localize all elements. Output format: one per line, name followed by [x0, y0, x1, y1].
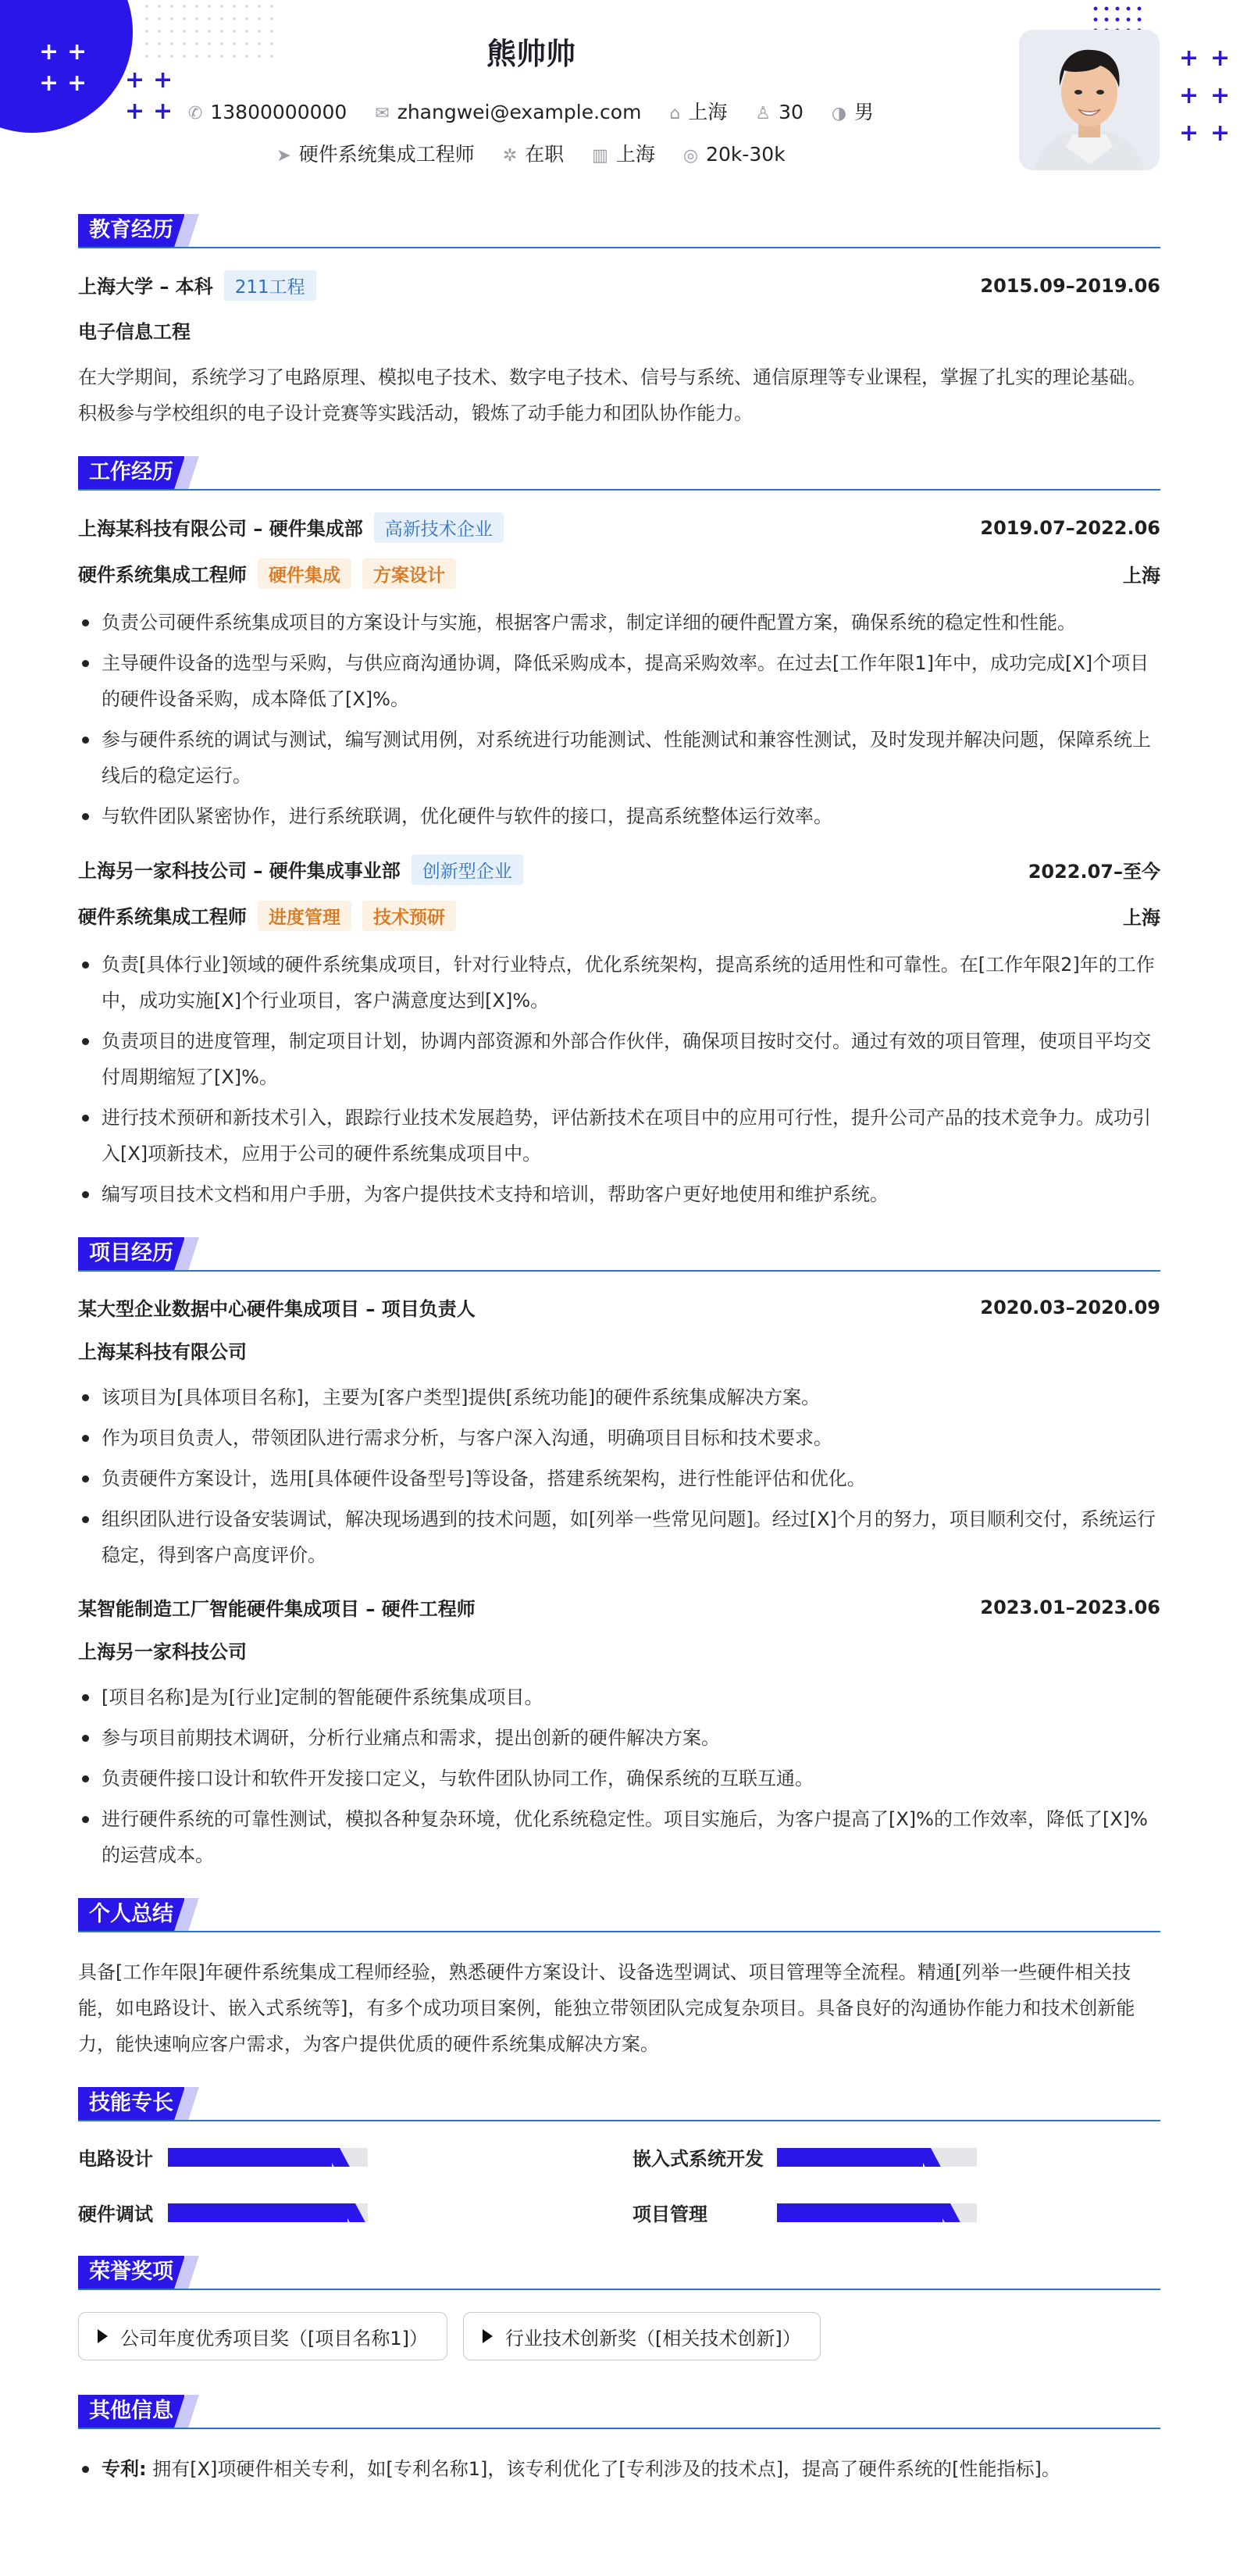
list-item: 负责项目的进度管理，制定项目计划，协调内部资源和外部合作伙伴，确保项目按时交付。通过有效的项目管理，使项目平均交付周期缩短了[X]%。	[78, 1023, 1160, 1095]
section-header	[78, 2392, 1160, 2429]
phone-icon: ✆	[187, 104, 203, 123]
plus-icon: +	[1179, 82, 1199, 109]
list-item: 主导硬件设备的选型与采购，与供应商沟通协调，降低采购成本，提高采购效率。在过去[工作年限1]年中，成功完成[X]个项目的硬件设备采购，成本降低了[X]%。	[78, 645, 1160, 717]
city-text: 上海	[688, 101, 728, 123]
section-divider	[78, 1270, 1160, 1272]
list-item: 参与硬件系统的调试与测试，编写测试用例，对系统进行功能测试、性能测试和兼容性测试，及时发现并解决问题，保障系统上线后的稳定运行。	[78, 722, 1160, 794]
home-icon: ⌂	[669, 104, 681, 123]
avatar	[1019, 30, 1160, 170]
section-divider	[78, 247, 1160, 248]
skill-bar	[777, 2203, 977, 2222]
gender-item	[832, 97, 874, 125]
section-divider	[78, 2428, 1160, 2429]
project-period: 2023.01–2023.06	[980, 1596, 1160, 1618]
other-bullets	[78, 2451, 1160, 2487]
plus-icon: +	[39, 38, 59, 66]
section-projects	[78, 1234, 1160, 1873]
status-item	[503, 139, 564, 167]
skill-tag: 方案设计	[362, 558, 456, 589]
gender-icon: ◑	[831, 104, 847, 123]
project-name-row	[78, 1293, 1160, 1321]
section-header	[78, 211, 1160, 248]
list-item: 作为项目负责人，带领团队进行需求分析，与客户深入沟通，明确项目目标和技术要求。	[78, 1420, 1160, 1456]
plus-icon: +	[153, 66, 173, 94]
work-period: 2022.07–至今	[1028, 861, 1160, 883]
gender-text: 男	[854, 101, 875, 123]
send-icon: ➤	[276, 146, 291, 166]
skill-label: 硬件调试	[78, 2203, 153, 2225]
plus-icon: +	[1210, 120, 1231, 147]
work-company	[78, 512, 504, 543]
work-location: 上海	[1123, 907, 1160, 929]
section-education	[78, 211, 1160, 431]
building-icon: ▥	[592, 146, 608, 166]
education-school	[78, 270, 316, 301]
project-name: 某大型企业数据中心硬件集成项目 – 项目负责人	[78, 1298, 476, 1320]
section-summary	[78, 1895, 1160, 2062]
section-work	[78, 453, 1160, 1212]
section-divider	[78, 2289, 1160, 2290]
contact-row	[0, 97, 1062, 125]
list-item: 负责[具体行业]领域的硬件系统集成项目，针对行业特点，优化系统架构，提高系统的适用性和可靠性。在[工作年限2]年的工作中，成功实施[X]个行业项目，客户满意度达到[X]%。	[78, 947, 1160, 1019]
expected-city-item	[592, 139, 655, 167]
triangle-icon	[483, 2329, 493, 2343]
project-name: 某智能制造工厂智能硬件集成项目 – 硬件工程师	[78, 1598, 476, 1620]
skill-bar-fill	[168, 2203, 347, 2222]
work-entry	[78, 855, 1160, 1212]
project-entry	[78, 1293, 1160, 1573]
other-label: 专利:	[102, 2458, 147, 2480]
plus-icon: +	[1210, 82, 1231, 109]
skill-bar-fill	[168, 2148, 332, 2167]
skills-grid	[78, 2143, 1160, 2226]
work-role	[78, 901, 456, 931]
status-text: 在职	[525, 143, 565, 166]
skill-item	[632, 2143, 1160, 2171]
skill-item	[78, 2143, 632, 2171]
project-company: 上海某科技有限公司	[78, 1341, 247, 1363]
salary-text: 20k-30k	[706, 143, 786, 166]
section-honors	[78, 2253, 1160, 2360]
work-company-row	[78, 512, 1160, 543]
skill-bar	[168, 2148, 368, 2167]
project-company-row	[78, 1336, 1160, 1364]
skill-label: 电路设计	[78, 2148, 153, 2170]
role-text: 硬件系统集成工程师	[78, 564, 247, 586]
list-item: 进行技术预研和新技术引入，跟踪行业技术发展趋势，评估新技术在项目中的应用可行性，提升公司产品的技术竞争力。成功引入[X]项新技术，应用于公司的硬件系统集成项目中。	[78, 1100, 1160, 1172]
section-title: 其他信息	[78, 2395, 184, 2428]
job-title-item	[276, 139, 474, 167]
section-title: 项目经历	[78, 1237, 184, 1270]
award-text: 行业技术创新奖（[相关技术创新]）	[505, 2327, 801, 2349]
list-item: 与软件团队紧密协作，进行系统联调，优化硬件与软件的接口，提高系统整体运行效率。	[78, 798, 1160, 834]
section-title: 个人总结	[78, 1898, 184, 1931]
major-row	[78, 316, 1160, 344]
school-text: 上海大学 – 本科	[78, 276, 213, 298]
city-item	[669, 97, 727, 125]
skill-tag: 进度管理	[258, 901, 351, 931]
skill-bar	[168, 2203, 368, 2222]
plus-icon: +	[39, 70, 59, 97]
section-divider	[78, 1931, 1160, 1932]
education-row	[78, 270, 1160, 301]
project-name-row	[78, 1593, 1160, 1621]
plus-icon: +	[1179, 120, 1199, 147]
skill-bar-fill	[777, 2148, 923, 2167]
skill-tag: 技术预研	[362, 901, 456, 931]
list-item: 参与项目前期技术调研，分析行业痛点和需求，提出创新的硬件解决方案。	[78, 1720, 1160, 1756]
work-role	[78, 558, 456, 589]
work-entry	[78, 512, 1160, 834]
mail-icon: ✉	[375, 104, 390, 123]
salary-item	[683, 143, 786, 166]
list-item	[78, 2451, 1160, 2487]
work-bullets	[78, 947, 1160, 1212]
plus-icon: +	[67, 70, 87, 97]
section-header	[78, 453, 1160, 491]
work-period: 2019.07–2022.06	[980, 516, 1160, 539]
age-item	[755, 101, 804, 123]
plus-icon: +	[153, 98, 173, 125]
project-entry	[78, 1593, 1160, 1873]
other-text: 拥有[X]项硬件相关专利，如[专利名称1]，该专利优化了[专利涉及的技术点]，提高了硬件系统的[性能指标]。	[152, 2458, 1060, 2480]
section-divider	[78, 489, 1160, 491]
section-title: 技能专长	[78, 2087, 184, 2120]
award-item	[463, 2312, 821, 2360]
work-location: 上海	[1123, 565, 1160, 587]
award-text: 公司年度优秀项目奖（[项目名称1]）	[120, 2327, 428, 2349]
resume-name: 熊帅帅	[486, 37, 575, 71]
email-item	[375, 101, 641, 123]
project-company-row	[78, 1636, 1160, 1664]
phone-text: 13800000000	[210, 101, 347, 123]
company-text: 上海某科技有限公司 – 硬件集成部	[78, 518, 363, 540]
section-title: 教育经历	[78, 214, 184, 247]
section-header	[78, 2084, 1160, 2121]
project-bullets	[78, 1379, 1160, 1573]
school-tag: 211工程	[224, 270, 316, 301]
education-desc: 在大学期间，系统学习了电路原理、模拟电子技术、数字电子技术、信号与系统、通信原理等专业课程，掌握了扎实的理论基础。积极参与学校组织的电子设计竞赛等实践活动，锻炼了动手能力和团队协作能力。	[78, 366, 1146, 424]
section-header	[78, 1234, 1160, 1272]
project-company: 上海另一家科技公司	[78, 1641, 247, 1663]
section-header	[78, 1895, 1160, 1932]
work-bullets	[78, 605, 1160, 834]
list-item: 负责硬件方案设计，选用[具体硬件设备型号]等设备，搭建系统架构，进行性能评估和优化。	[78, 1461, 1160, 1497]
plus-icon: +	[67, 38, 87, 66]
list-item: 组织团队进行设备安装调试，解决现场遇到的技术问题，如[列举一些常见问题]。经过[X]个月的努力，项目顺利交付，系统运行稳定，得到客户高度评价。	[78, 1501, 1160, 1573]
summary-text: 具备[工作年限]年硬件系统集成工程师经验，熟悉硬件方案设计、设备选型调试、项目管理等全流程。精通[列举一些硬件相关技能，如电路设计、嵌入式系统等]，有多个成功项目案例，能独立带领团队完成复杂项目。具备良好的沟通协作能力和技术创新能力，能快速响应客户需求，为客户提供优质的硬件系统集成解决方案。	[78, 1961, 1135, 2055]
list-item: 负责硬件接口设计和软件开发接口定义，与软件团队协同工作，确保系统的互联互通。	[78, 1761, 1160, 1796]
section-title: 荣誉奖项	[78, 2256, 184, 2289]
work-role-row	[78, 558, 1160, 589]
age-icon: ♙	[755, 104, 771, 123]
resume-content	[78, 211, 1160, 2509]
plus-icon: +	[1210, 45, 1231, 72]
job-intent-row	[0, 139, 1062, 167]
skill-item	[78, 2199, 632, 2226]
company-text: 上海另一家科技公司 – 硬件集成事业部	[78, 860, 401, 882]
skill-bar	[777, 2148, 977, 2167]
triangle-icon	[98, 2329, 108, 2343]
education-period: 2015.09–2019.06	[980, 274, 1160, 297]
awards-list	[78, 2312, 1160, 2360]
work-company	[78, 855, 523, 885]
email-text: zhangwei@example.com	[397, 101, 642, 123]
expected-city-text: 上海	[615, 143, 655, 166]
avatar-photo	[1019, 30, 1160, 170]
plus-icon: +	[125, 66, 145, 94]
project-bullets	[78, 1679, 1160, 1873]
section-divider	[78, 2120, 1160, 2121]
age-text: 30	[779, 101, 804, 123]
education-major: 电子信息工程	[78, 321, 191, 343]
list-item: 进行硬件系统的可靠性测试，模拟各种复杂环境，优化系统稳定性。项目实施后，为客户提高了[X]%的工作效率，降低了[X]%的运营成本。	[78, 1801, 1160, 1873]
skill-label: 嵌入式系统开发	[632, 2148, 764, 2170]
status-icon: ✲	[502, 146, 518, 166]
section-other	[78, 2392, 1160, 2487]
section-header	[78, 2253, 1160, 2290]
work-company-row	[78, 855, 1160, 885]
skill-tag: 硬件集成	[258, 558, 351, 589]
list-item: [项目名称]是为[行业]定制的智能硬件系统集成项目。	[78, 1679, 1160, 1715]
section-skills	[78, 2084, 1160, 2226]
job-title-text: 硬件系统集成工程师	[298, 143, 475, 166]
phone-item	[188, 101, 347, 123]
role-text: 硬件系统集成工程师	[78, 906, 247, 928]
award-item	[78, 2312, 447, 2360]
list-item: 该项目为[具体项目名称]，主要为[客户类型]提供[系统功能]的硬件系统集成解决方案。	[78, 1379, 1160, 1415]
company-tag: 创新型企业	[412, 855, 523, 885]
skill-item	[632, 2199, 1160, 2226]
money-icon: ◎	[682, 146, 699, 166]
list-item: 编写项目技术文档和用户手册，为客户提供技术支持和培训，帮助客户更好地使用和维护系统。	[78, 1176, 1160, 1212]
skill-bar-fill	[777, 2203, 942, 2222]
plus-icon: +	[1179, 45, 1199, 72]
project-period: 2020.03–2020.09	[980, 1296, 1160, 1318]
skill-label: 项目管理	[632, 2203, 707, 2225]
section-title: 工作经历	[78, 456, 184, 489]
plus-icon: +	[125, 98, 145, 125]
company-tag: 高新技术企业	[374, 512, 504, 543]
work-role-row	[78, 901, 1160, 931]
list-item: 负责公司硬件系统集成项目的方案设计与实施，根据客户需求，制定详细的硬件配置方案，确保系统的稳定性和性能。	[78, 605, 1160, 640]
